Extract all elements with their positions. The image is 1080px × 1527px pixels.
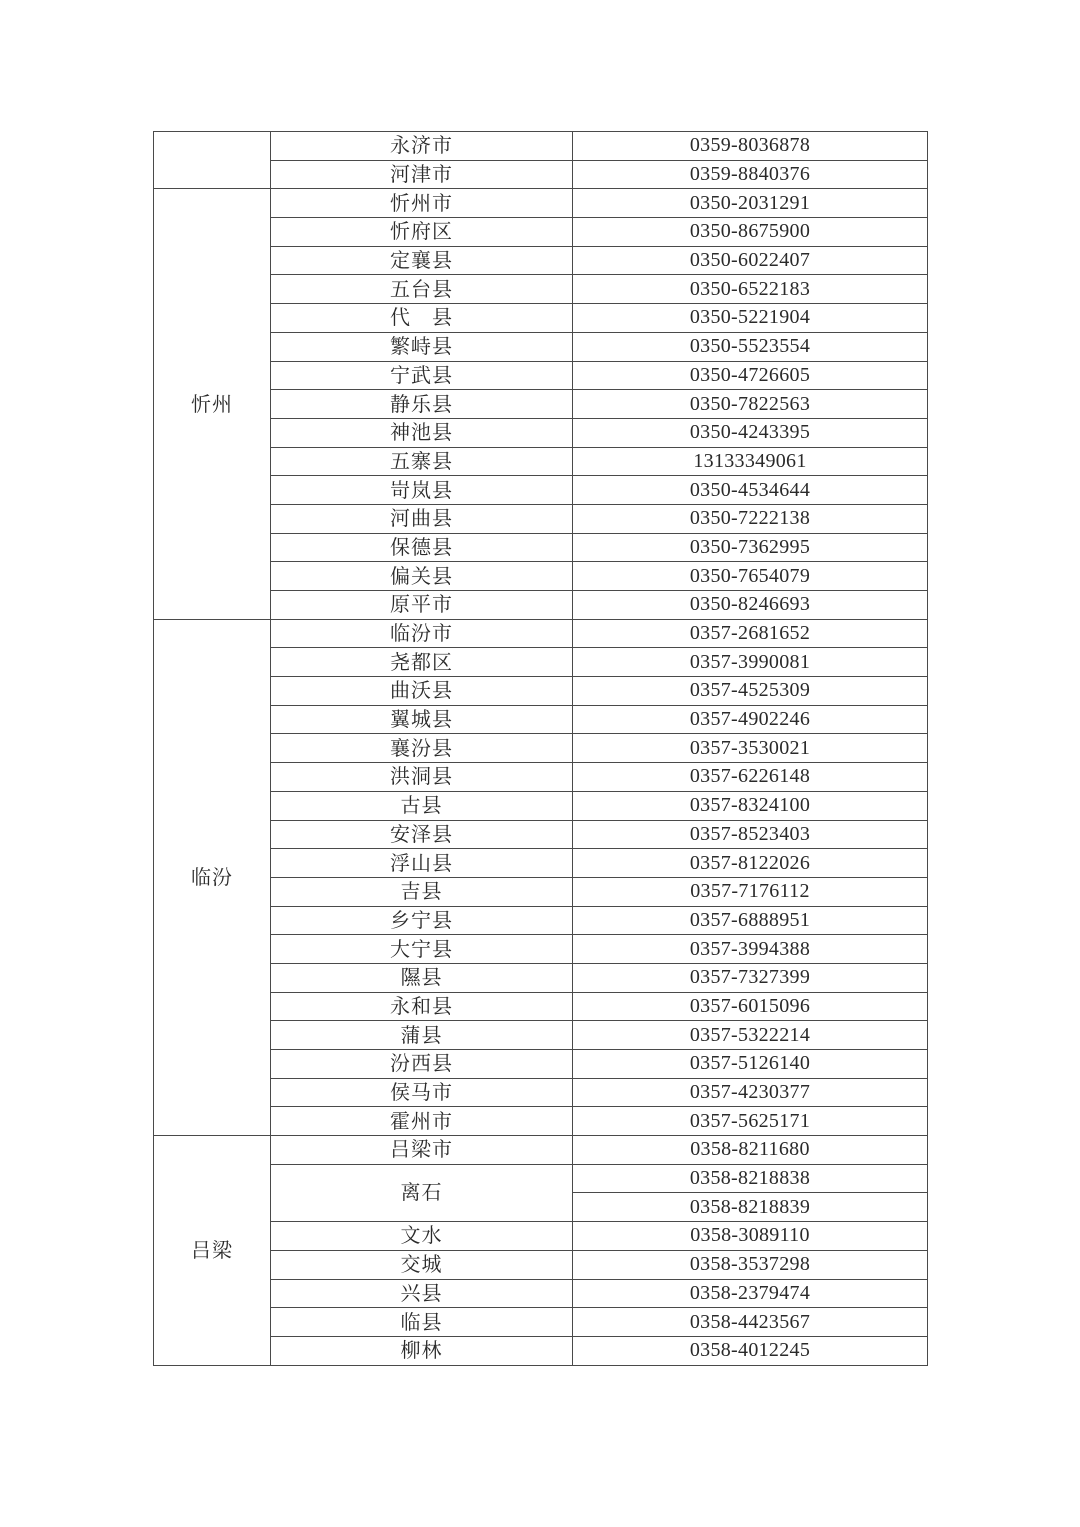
phone-cell: 0358-2379474 xyxy=(573,1279,928,1308)
table-row xyxy=(154,275,928,304)
phone-cell: 0357-8324100 xyxy=(573,791,928,820)
phone-cell: 0350-5523554 xyxy=(573,332,928,361)
table-row xyxy=(154,304,928,333)
table-row xyxy=(154,705,928,734)
phone-cell: 0357-4525309 xyxy=(573,677,928,706)
table-row xyxy=(154,935,928,964)
table-row xyxy=(154,763,928,792)
phone-cell: 0357-6888951 xyxy=(573,906,928,935)
table-row xyxy=(154,963,928,992)
table-row xyxy=(154,820,928,849)
phone-cell: 0357-6015096 xyxy=(573,992,928,1021)
table-body xyxy=(154,132,928,1366)
table-row xyxy=(154,734,928,763)
phone-cell: 0357-6226148 xyxy=(573,763,928,792)
phone-cell: 0350-5221904 xyxy=(573,304,928,333)
table-row xyxy=(154,332,928,361)
table-row xyxy=(154,1078,928,1107)
county-cell: 柳林 xyxy=(271,1336,573,1365)
county-cell: 蒲县 xyxy=(271,1021,573,1050)
table-row xyxy=(154,1136,928,1165)
table-row xyxy=(154,619,928,648)
county-cell: 保德县 xyxy=(271,533,573,562)
table-row xyxy=(154,160,928,189)
region-cell xyxy=(154,132,271,189)
phone-cell: 0357-3990081 xyxy=(573,648,928,677)
table-row xyxy=(154,1222,928,1251)
county-cell: 定襄县 xyxy=(271,246,573,275)
county-cell: 吕梁市 xyxy=(271,1136,573,1165)
table-row xyxy=(154,246,928,275)
phone-cell: 0357-2681652 xyxy=(573,619,928,648)
phone-cell: 0350-7222138 xyxy=(573,504,928,533)
phone-cell: 0358-4423567 xyxy=(573,1308,928,1337)
county-cell: 永济市 xyxy=(271,132,573,161)
county-cell: 离石 xyxy=(271,1164,573,1221)
county-cell: 神池县 xyxy=(271,418,573,447)
table-row xyxy=(154,1308,928,1337)
phone-cell: 0358-3089110 xyxy=(573,1222,928,1251)
county-cell: 原平市 xyxy=(271,591,573,620)
table-row xyxy=(154,1021,928,1050)
table-row xyxy=(154,877,928,906)
county-cell: 河曲县 xyxy=(271,504,573,533)
phone-cell: 0357-5322214 xyxy=(573,1021,928,1050)
phone-cell: 0350-8246693 xyxy=(573,591,928,620)
table-row xyxy=(154,677,928,706)
phone-cell: 0358-8211680 xyxy=(573,1136,928,1165)
county-cell: 隰县 xyxy=(271,963,573,992)
table-row xyxy=(154,791,928,820)
table-row xyxy=(154,1279,928,1308)
table-row xyxy=(154,562,928,591)
phone-cell: 0357-3994388 xyxy=(573,935,928,964)
phone-cell: 0350-6022407 xyxy=(573,246,928,275)
table-row xyxy=(154,992,928,1021)
phone-cell: 0357-7327399 xyxy=(573,963,928,992)
phone-cell: 0358-4012245 xyxy=(573,1336,928,1365)
county-cell: 五台县 xyxy=(271,275,573,304)
county-cell: 兴县 xyxy=(271,1279,573,1308)
county-cell: 河津市 xyxy=(271,160,573,189)
phone-cell: 0350-4534644 xyxy=(573,476,928,505)
phone-cell: 0358-8218839 xyxy=(573,1193,928,1222)
county-cell: 临县 xyxy=(271,1308,573,1337)
table-row xyxy=(154,648,928,677)
phone-cell: 0350-8675900 xyxy=(573,218,928,247)
county-cell: 吉县 xyxy=(271,877,573,906)
county-cell: 曲沃县 xyxy=(271,677,573,706)
county-cell: 襄汾县 xyxy=(271,734,573,763)
table-row xyxy=(154,1250,928,1279)
phone-cell: 13133349061 xyxy=(573,447,928,476)
phone-cell: 0350-7654079 xyxy=(573,562,928,591)
table-row xyxy=(154,1107,928,1136)
county-cell: 大宁县 xyxy=(271,935,573,964)
phone-cell: 0357-8523403 xyxy=(573,820,928,849)
phone-cell: 0350-4726605 xyxy=(573,361,928,390)
county-cell: 代 县 xyxy=(271,304,573,333)
county-cell: 忻府区 xyxy=(271,218,573,247)
county-cell: 翼城县 xyxy=(271,705,573,734)
county-cell: 侯马市 xyxy=(271,1078,573,1107)
phone-cell: 0359-8036878 xyxy=(573,132,928,161)
phone-cell: 0350-7822563 xyxy=(573,390,928,419)
county-cell: 永和县 xyxy=(271,992,573,1021)
region-cell: 忻州 xyxy=(154,189,271,619)
phone-cell: 0357-7176112 xyxy=(573,877,928,906)
region-cell: 吕梁 xyxy=(154,1136,271,1366)
contact-phone-table xyxy=(153,131,928,1366)
phone-cell: 0357-5126140 xyxy=(573,1050,928,1079)
phone-cell: 0359-8840376 xyxy=(573,160,928,189)
county-cell: 偏关县 xyxy=(271,562,573,591)
county-cell: 岢岚县 xyxy=(271,476,573,505)
table-row xyxy=(154,504,928,533)
phone-cell: 0357-4230377 xyxy=(573,1078,928,1107)
table-row xyxy=(154,218,928,247)
county-cell: 静乐县 xyxy=(271,390,573,419)
phone-cell: 0350-6522183 xyxy=(573,275,928,304)
phone-cell: 0350-2031291 xyxy=(573,189,928,218)
table-row xyxy=(154,390,928,419)
county-cell: 安泽县 xyxy=(271,820,573,849)
table-row xyxy=(154,361,928,390)
phone-cell: 0357-5625171 xyxy=(573,1107,928,1136)
county-cell: 繁峙县 xyxy=(271,332,573,361)
table-row xyxy=(154,476,928,505)
table-row xyxy=(154,1336,928,1365)
phone-cell: 0350-4243395 xyxy=(573,418,928,447)
county-cell: 浮山县 xyxy=(271,849,573,878)
phone-cell: 0350-7362995 xyxy=(573,533,928,562)
region-cell: 临汾 xyxy=(154,619,271,1135)
table-row xyxy=(154,418,928,447)
table-row xyxy=(154,1050,928,1079)
county-cell: 霍州市 xyxy=(271,1107,573,1136)
table-row xyxy=(154,189,928,218)
county-cell: 乡宁县 xyxy=(271,906,573,935)
table-row xyxy=(154,533,928,562)
county-cell: 忻州市 xyxy=(271,189,573,218)
table-row xyxy=(154,132,928,161)
phone-cell: 0358-3537298 xyxy=(573,1250,928,1279)
county-cell: 宁武县 xyxy=(271,361,573,390)
county-cell: 五寨县 xyxy=(271,447,573,476)
phone-cell: 0357-3530021 xyxy=(573,734,928,763)
table-row xyxy=(154,591,928,620)
table-row xyxy=(154,849,928,878)
county-cell: 交城 xyxy=(271,1250,573,1279)
county-cell: 洪洞县 xyxy=(271,763,573,792)
table-row xyxy=(154,906,928,935)
county-cell: 汾西县 xyxy=(271,1050,573,1079)
county-cell: 古县 xyxy=(271,791,573,820)
phone-cell: 0358-8218838 xyxy=(573,1164,928,1193)
county-cell: 临汾市 xyxy=(271,619,573,648)
table-row xyxy=(154,1164,928,1193)
county-cell: 文水 xyxy=(271,1222,573,1251)
phone-cell: 0357-8122026 xyxy=(573,849,928,878)
county-cell: 尧都区 xyxy=(271,648,573,677)
phone-cell: 0357-4902246 xyxy=(573,705,928,734)
table-row xyxy=(154,447,928,476)
